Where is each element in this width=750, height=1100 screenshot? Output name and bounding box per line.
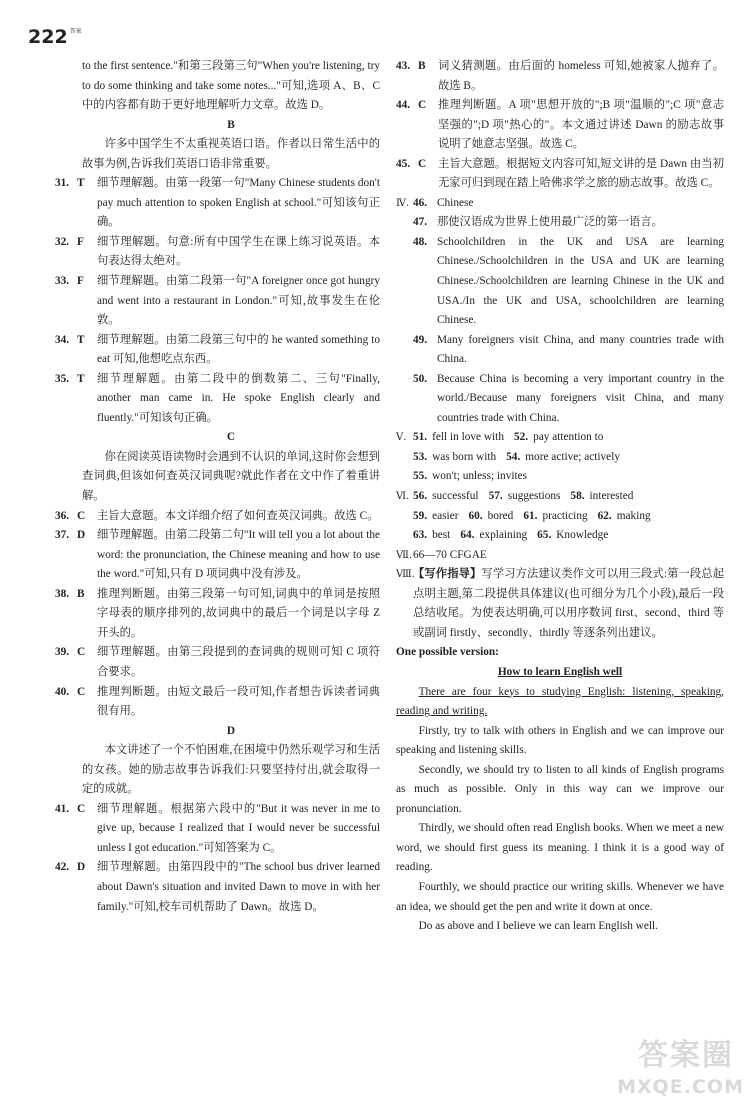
answer-item xyxy=(413,331,724,370)
question-number: 41. xyxy=(55,802,70,815)
answer-segment xyxy=(468,510,513,522)
passage-b-intro: 许多中国学生不太重视英语口语。作者以日常生活中的故事为例,告诉我们英语口语非常重要。 xyxy=(82,138,380,170)
question-number: 45. xyxy=(396,157,411,170)
answer-explanation: 细节理解题。句意:所有中国学生在课上练习说英语。本句表达得太绝对。 xyxy=(97,235,380,268)
question-number: 44. xyxy=(396,99,411,112)
answer-item xyxy=(55,370,380,429)
answer-line xyxy=(413,448,724,468)
answer-item xyxy=(413,194,724,214)
answer-text: explaining xyxy=(479,529,528,542)
section-vi-list xyxy=(413,487,724,546)
page-header xyxy=(28,26,82,48)
question-number: 46. xyxy=(413,196,428,209)
answer-explanation: 细节理解题。由第三段提到的查词典的规则可知 C 项符合要求。 xyxy=(97,646,380,678)
question-number: 55. xyxy=(413,470,428,483)
answer-item xyxy=(55,800,380,859)
answer-text: easier xyxy=(432,509,459,522)
section-b-heading: B xyxy=(227,118,235,131)
answer-segment xyxy=(413,490,479,502)
answer-line xyxy=(413,487,724,507)
answer-item xyxy=(413,370,724,429)
answer-segment xyxy=(460,529,527,541)
answer-text: successful xyxy=(432,490,479,503)
answer-segment xyxy=(413,510,458,522)
question-number: 50. xyxy=(413,372,428,385)
answer-segment xyxy=(523,510,587,522)
essay-paragraph: There are four keys to studying English: listening, speaking, reading and writing. xyxy=(396,685,724,718)
answer-letter: T xyxy=(77,333,85,346)
passage-d-intro: 本文讲述了一个不怕困难,在困境中仍然乐观学习和生活的女孩。她的励志故事告诉我们:只要坚持付出,就会取得一定的成就。 xyxy=(82,744,380,796)
answer-segment xyxy=(413,470,527,482)
answer-text: Schoolchildren in the UK and USA are learning Chinese./Schoolchildren in the USA and UK are learning Chinese./Schoolchildren are learning Chinese in the UK and USA./In the UK and USA, schoolchildren are learning Chinese. xyxy=(437,235,724,327)
answer-text: won't; unless; invites xyxy=(432,470,528,483)
answer-segment xyxy=(413,451,496,463)
question-number: 48. xyxy=(413,235,428,248)
answer-letter: D xyxy=(77,861,86,874)
page-tag: 答案 xyxy=(69,28,82,35)
section-v-list xyxy=(413,428,724,487)
answer-item xyxy=(55,643,380,682)
question-number: 58. xyxy=(570,490,585,503)
writing-guide xyxy=(413,565,724,643)
answer-explanation: 推理判断题。A 项"思想开放的";B 项"温顺的";C 项"意志坚强的";D 项"热心的"。本文通过讲述 Dawn 的励志故事说明了她意志坚强。故选 C。 xyxy=(438,99,724,151)
answer-explanation: 细节理解题。由第四段中的"The school bus driver learned about Dawn's situation and invited Dawn to move in with her family."可知,校车司机帮助了 Dawn。故选 D。 xyxy=(97,861,380,913)
answer-line xyxy=(413,428,724,448)
answer-text: practicing xyxy=(542,509,588,522)
passage-d-answers xyxy=(55,800,380,917)
question-number: 40. xyxy=(55,685,70,698)
answer-text: making xyxy=(616,509,651,522)
section-vi-roman: Ⅵ. xyxy=(396,491,410,503)
answer-explanation: 细节理解题。由第二段第二句"It will tell you a lot about the word: the pronunciation, the Chinese meaning and how to use the word."可知,只有 D 项词典中没有涉及。 xyxy=(97,529,380,581)
watermark-logo xyxy=(594,1030,744,1100)
answer-segment xyxy=(489,490,561,502)
answer-item xyxy=(55,507,380,527)
section-vii-answers: 66—70 CFGAE xyxy=(413,548,487,561)
question-number: 35. xyxy=(55,372,70,385)
answer-text: interested xyxy=(589,490,634,503)
answer-letter: B xyxy=(77,587,85,600)
question-number: 59. xyxy=(413,509,428,522)
answer-text: bored xyxy=(487,509,514,522)
question-number: 61. xyxy=(523,509,538,522)
passage-d-answers-cont xyxy=(396,57,724,194)
answer-item xyxy=(55,272,380,331)
answer-letter: C xyxy=(77,509,86,522)
answer-item xyxy=(55,174,380,233)
essay-paragraph: Secondly, we should try to listen to all kinds of English programs as much as possible. Only in this way can we improve our pronunciation. xyxy=(396,763,724,815)
answer-explanation: 主旨大意题。根据短文内容可知,短文讲的是 Dawn 由当初无家可归到现在踏上哈佛求学之旅的励志故事。故选 C。 xyxy=(438,157,724,190)
question-number: 47. xyxy=(413,216,428,229)
answer-item xyxy=(413,233,724,331)
question-number: 51. xyxy=(413,431,428,444)
answer-explanation: 主旨大意题。本文详细介绍了如何查英汉词典。故选 C。 xyxy=(97,509,379,522)
section-vi xyxy=(396,487,724,546)
answer-item xyxy=(55,233,380,272)
answer-text: Many foreigners visit China, and many countries trade with China. xyxy=(437,333,724,366)
essay-version-label: One possible version: xyxy=(396,646,499,659)
answer-line xyxy=(413,467,724,487)
answer-text: was born with xyxy=(432,450,497,463)
passage-a-tail: to the first sentence."和第三段第三句"When you're listening, try to do some thinking and take some notes..."可知,选项 A、B、C 中的内容都有助于更好地理解听力文章。故选 D。 xyxy=(82,60,380,112)
section-iv-roman: Ⅳ. xyxy=(396,197,410,209)
answer-segment xyxy=(570,490,633,502)
answer-text: best xyxy=(432,529,451,542)
section-v xyxy=(396,428,724,487)
answer-letter: F xyxy=(77,275,84,288)
answer-text: suggestions xyxy=(507,490,561,503)
passage-c-answers xyxy=(55,507,380,722)
answer-explanation: 推理判断题。由短文最后一段可知,作者想告诉读者词典很有用。 xyxy=(97,685,380,718)
question-number: 32. xyxy=(55,235,70,248)
answer-segment xyxy=(537,529,608,541)
answer-text: Because China is becoming a very important country in the world./Because many foreigners visit China, and many countries trade with China. xyxy=(437,372,724,424)
question-number: 34. xyxy=(55,333,70,346)
question-number: 33. xyxy=(55,275,70,288)
writing-guide-label: 【写作指导】 xyxy=(413,568,482,581)
section-viii-roman: Ⅷ. xyxy=(396,569,415,581)
question-number: 42. xyxy=(55,861,70,874)
answer-segment xyxy=(506,451,620,463)
answer-item xyxy=(55,858,380,917)
question-number: 57. xyxy=(488,490,503,503)
answer-segment xyxy=(413,431,504,443)
essay-paragraph: Firstly, try to talk with others in English and we can improve our speaking and listening skills. xyxy=(396,724,724,757)
essay-paragraph: Do as above and I believe we can learn English well. xyxy=(418,920,658,933)
question-number: 56. xyxy=(413,490,428,503)
essay-paragraph: Fourthly, we should practice our writing skills. Whenever we have an idea, we should get the pen and write it down at once. xyxy=(396,880,724,913)
answer-explanation: 细节理解题。由第二段中的倒数第二、三句"Finally, another man came in. He spoke English clearly and fluently."可知该句正确。 xyxy=(97,372,380,424)
answer-letter: C xyxy=(418,157,427,170)
answer-letter: C xyxy=(418,99,427,112)
answer-letter: C xyxy=(77,802,86,815)
answer-segment xyxy=(598,510,651,522)
question-number: 65. xyxy=(537,529,552,542)
question-number: 53. xyxy=(413,450,428,463)
question-number: 49. xyxy=(413,333,428,346)
essay-title: How to learn English well xyxy=(497,665,623,678)
answer-item xyxy=(396,96,724,155)
watermark-top-text: 答案圈 xyxy=(638,1038,734,1073)
question-number: 54. xyxy=(506,450,521,463)
question-number: 31. xyxy=(55,177,70,190)
answer-letter: T xyxy=(77,177,85,190)
question-number: 62. xyxy=(597,509,612,522)
answer-item xyxy=(55,331,380,370)
question-number: 39. xyxy=(55,646,70,659)
section-v-roman: Ⅴ. xyxy=(396,432,407,444)
answer-item xyxy=(55,683,380,722)
answer-text: fell in love with xyxy=(432,431,504,444)
answer-line xyxy=(413,526,724,546)
passage-b-answers xyxy=(55,174,380,428)
answer-item xyxy=(55,585,380,644)
answer-letter: T xyxy=(77,372,85,385)
answer-letter: C xyxy=(77,685,86,698)
answer-segment xyxy=(413,529,450,541)
answer-letter: F xyxy=(77,235,84,248)
section-c-heading: C xyxy=(226,431,236,444)
question-number: 64. xyxy=(460,529,475,542)
question-number: 38. xyxy=(55,587,70,600)
section-iv-list xyxy=(413,194,724,429)
question-number: 37. xyxy=(55,529,70,542)
essay-body xyxy=(396,683,724,937)
answer-explanation: 细节理解题。根据第六段中的"But it was never in me to give up, because I realized that I would never be successful unless I got education."可知答案为 C。 xyxy=(97,802,380,854)
writing-guide-text: 写学习方法建议类作文可以用三段式:第一段总起点明主题,第二段提供具体建议(也可细分为几个小段),最后一段总结收尾。为使表达明确,可以用序数词 first、second、third 等或副词 firstly、secondly、thirdly 等逐条列出建议。 xyxy=(413,568,724,639)
answer-letter: B xyxy=(418,60,426,72)
question-number: 36. xyxy=(55,509,70,522)
answer-item xyxy=(413,213,724,233)
question-number: 43. xyxy=(396,60,411,72)
section-viii xyxy=(396,565,724,643)
answer-segment xyxy=(514,431,603,443)
answer-item xyxy=(396,57,724,96)
section-vii-roman: Ⅶ. xyxy=(396,549,413,561)
answer-text: Knowledge xyxy=(556,529,609,542)
section-iv xyxy=(396,194,724,429)
page-number: 222 xyxy=(28,26,68,48)
answer-explanation: 细节理解题。由第一段第一句"Many Chinese students don't pay much attention to spoken English at school."可知该句正确。 xyxy=(97,177,380,229)
section-d-heading: D xyxy=(226,724,236,737)
answer-text: Chinese xyxy=(437,196,474,209)
question-number: 60. xyxy=(468,509,483,522)
answer-item xyxy=(396,155,724,194)
answer-text: more active; actively xyxy=(525,450,620,463)
watermark-site-text: MXQE.COM xyxy=(617,1076,744,1098)
section-vii xyxy=(396,546,724,566)
answer-item xyxy=(55,526,380,585)
answer-explanation: 词义猜测题。由后面的 homeless 可知,她被家人抛弃了。故选 B。 xyxy=(438,60,724,92)
question-number: 63. xyxy=(413,529,428,542)
answer-text: pay attention to xyxy=(533,431,604,444)
essay-paragraph: Thirdly, we should often read English books. When we meet a new word, we should first guess its meaning. I think it is a good way of reading. xyxy=(396,822,724,874)
answer-letter: C xyxy=(77,646,86,659)
answer-text: 那使汉语成为世界上使用最广泛的第一语言。 xyxy=(437,216,663,229)
answer-explanation: 细节理解题。由第二段第一句"A foreigner once got hungry and went into a restaurant in London."可知,故事发生在伦敦。 xyxy=(97,275,380,327)
passage-c-intro: 你在阅读英语读物时会遇到不认识的单词,这时你会想到查词典,但该如何查英汉词典呢?就此作者在文中作了着重讲解。 xyxy=(82,450,380,503)
answer-explanation: 细节理解题。由第二段第三句中的 he wanted something to eat 可知,他想吃点东西。 xyxy=(97,333,380,366)
right-column xyxy=(396,57,724,937)
answer-letter: D xyxy=(77,529,86,542)
answer-explanation: 推理判断题。由第三段第一句可知,词典中的单词是按照字母表的顺序排列的,故词典中的最后一个词是以字母 Z 开头的。 xyxy=(97,587,380,639)
answer-line xyxy=(413,507,724,527)
question-number: 52. xyxy=(513,431,529,444)
left-column xyxy=(55,57,380,917)
